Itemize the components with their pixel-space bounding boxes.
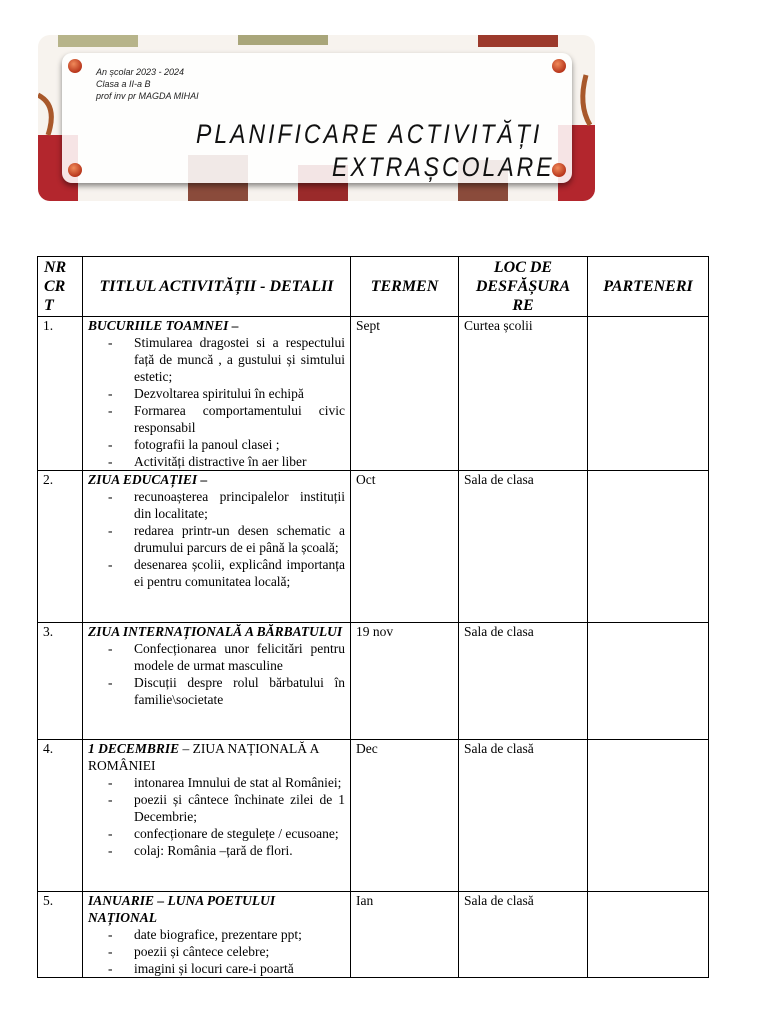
table-row (38, 471, 709, 623)
activity-title: ZIUA EDUCAȚIEI – (88, 472, 208, 487)
class-name: Clasa a II-a B (96, 79, 151, 89)
partners-cell (588, 471, 709, 623)
partners-cell (588, 892, 709, 978)
banner-info (96, 66, 199, 102)
activity-cell (83, 317, 351, 471)
activity-details (88, 926, 345, 977)
place-cell: Sala de clasa (459, 471, 588, 623)
partners-cell (588, 740, 709, 892)
table-row (38, 623, 709, 740)
banner-title-line1: PLANIFICARE ACTIVITĂȚI (196, 118, 543, 149)
activity-detail: - Discuții despre rolul bărbatului în familie\societate (106, 674, 345, 708)
teacher-name: prof inv pr MAGDA MIHAI (96, 91, 199, 101)
activity-detail: - Confecționarea unor felicitări pentru modele de urmat masculine (106, 640, 345, 674)
activity-detail: - date biografice, prezentare ppt; (106, 926, 345, 943)
activity-cell (83, 740, 351, 892)
activity-detail: - Stimularea dragostei si a respectului față de muncă , a gustului și simtului estetic; (106, 334, 345, 385)
place-cell: Sala de clasă (459, 740, 588, 892)
activity-title: BUCURIILE TOAMNEI – (88, 318, 239, 333)
term-cell: Ian (351, 892, 459, 978)
place-cell: Curtea școlii (459, 317, 588, 471)
pin-icon (68, 163, 82, 177)
row-number: 4. (38, 740, 83, 892)
activity-detail: - desenarea școlii, explicând importanța ei pentru comunitatea locală; (106, 556, 345, 590)
place-cell: Sala de clasă (459, 892, 588, 978)
activity-detail: - poezii și cântece închinate zilei de 1 Decembrie; (106, 791, 345, 825)
partners-cell (588, 317, 709, 471)
pin-icon (552, 59, 566, 73)
table-header-row (38, 257, 709, 317)
header-title: TITLUL ACTIVITĂȚII - DETALII (83, 257, 351, 317)
pin-icon (68, 59, 82, 73)
activity-detail: - intonarea Imnului de stat al României; (106, 774, 345, 791)
activity-cell (83, 623, 351, 740)
activity-detail: - confecționare de stegulețe / ecusoane; (106, 825, 345, 842)
school-year: An școlar 2023 - 2024 (96, 67, 185, 77)
activity-details (88, 774, 345, 859)
term-cell: Sept (351, 317, 459, 471)
activity-details (88, 640, 345, 708)
header-place: LOC DE DESFĂȘURA RE (459, 257, 588, 317)
activity-details (88, 488, 345, 590)
activity-detail: - redarea printr-un desen schematic a drumului parcurs de ei până la școală; (106, 522, 345, 556)
activity-detail: - Formarea comportamentului civic responsabil (106, 402, 345, 436)
row-number: 3. (38, 623, 83, 740)
activity-detail: - poezii și cântece celebre; (106, 943, 345, 960)
activity-details (88, 334, 345, 470)
activity-title: 1 DECEMBRIE (88, 741, 180, 756)
activity-cell (83, 471, 351, 623)
banner-panel (62, 53, 572, 183)
activity-detail: - imagini și locuri care-i poartă (106, 960, 345, 977)
activity-title: ZIUA INTERNAȚIONALĂ A BĂRBATULUI (88, 624, 343, 639)
activity-detail: - Activități distractive în aer liber (106, 453, 345, 470)
table-row (38, 317, 709, 471)
term-cell: 19 nov (351, 623, 459, 740)
activities-table (37, 256, 709, 978)
activity-title: IANUARIE – LUNA POETULUI NAȚIONAL (88, 893, 276, 925)
activity-cell (83, 892, 351, 978)
activity-detail: - Dezvoltarea spiritului în echipă (106, 385, 345, 402)
activity-detail: - fotografii la panoul clasei ; (106, 436, 345, 453)
activity-title-rest: – ZIUA NAȚIONALĂ A ROMÂNIEI (88, 741, 319, 773)
place-cell: Sala de clasa (459, 623, 588, 740)
term-cell: Dec (351, 740, 459, 892)
header-banner (38, 35, 595, 201)
activity-detail: - colaj: România –țară de flori. (106, 842, 345, 859)
table-row (38, 740, 709, 892)
row-number: 2. (38, 471, 83, 623)
table-row (38, 892, 709, 978)
banner-title-line2: EXTRAȘCOLARE (332, 151, 555, 182)
header-nr: NR CR T (38, 257, 83, 317)
activity-detail: - recunoașterea principalelor instituții din localitate; (106, 488, 345, 522)
partners-cell (588, 623, 709, 740)
term-cell: Oct (351, 471, 459, 623)
header-term: TERMEN (351, 257, 459, 317)
row-number: 1. (38, 317, 83, 471)
row-number: 5. (38, 892, 83, 978)
header-partners: PARTENERI (588, 257, 709, 317)
